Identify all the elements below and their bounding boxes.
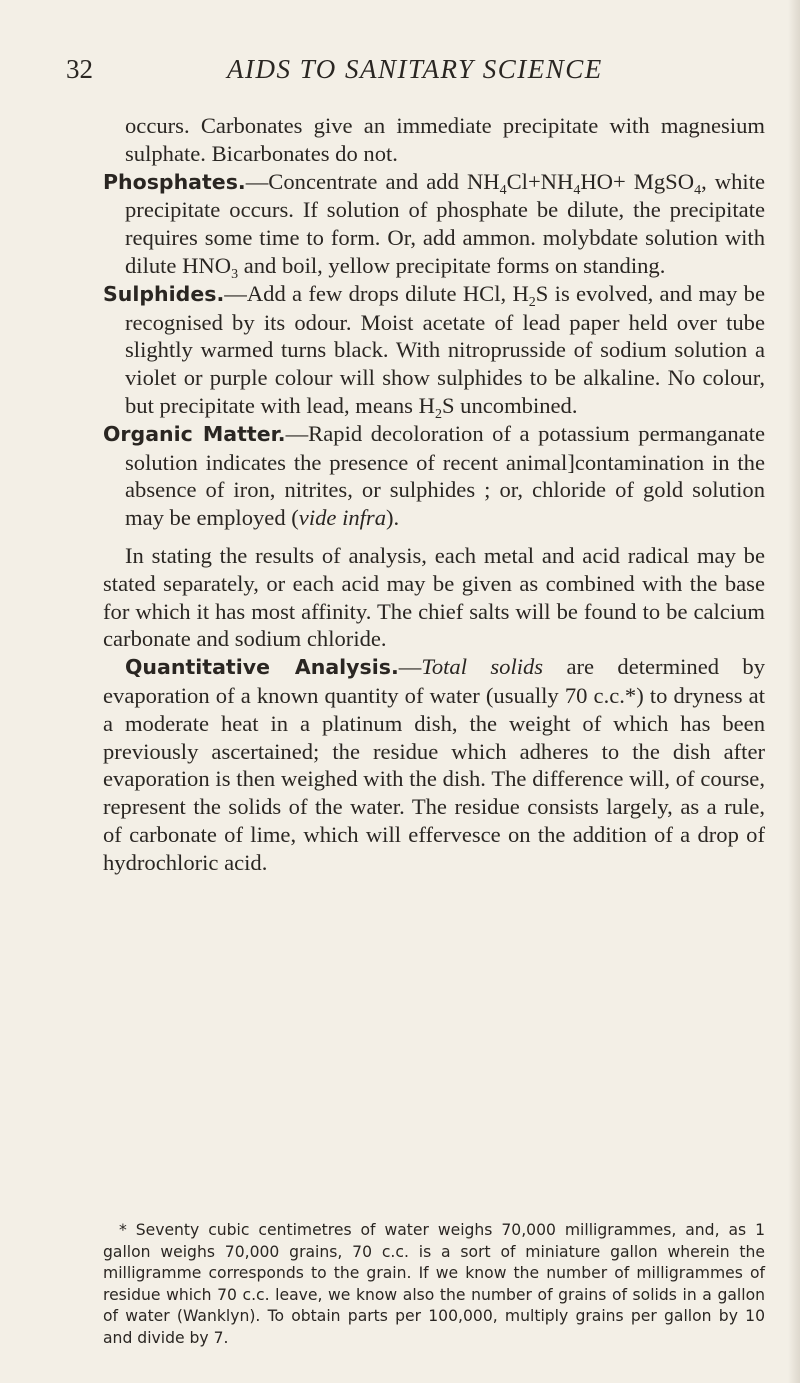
print-mark: ] [567, 449, 575, 475]
total-solids: Total solids [421, 654, 544, 680]
paragraph-sulphides: Sulphides.—Add a few drops dilute HCl, $H_2S$ is evolved, and may be recognised by its odour. Moist acetate of lead paper held over tube slightly warmed turns black. With nitroprusside of sodium solution a violet or purple colour will show sulphides to be alkaline. No colour, but precipitate with lead, means $H_2S$ uncombined. [103, 280, 765, 422]
paragraph-phosphates: Phosphates.—Concentrate and add $NH_4Cl+NH_4HO+$ MgSO$_4$, white precipitate occurs. If solution of phosphate be dilute, the precipitate requires some time to form. Or, add ammon. molybdate solution with dilute $HNO_3$ and boil, yellow precipitate forms on standing. [103, 168, 765, 282]
vide-infra: vide infra [298, 505, 387, 531]
page-number: 32 [66, 54, 93, 84]
organic-matter-heading: Organic Matter. [103, 421, 286, 446]
running-head [66, 54, 766, 94]
paragraph-carbonates: occurs. Carbonates give an immediate precipitate with magnesium sulphate. Bicarbonates do not. [125, 113, 765, 166]
running-title: AIDS TO SANITARY SCIENCE [227, 54, 603, 84]
paragraph-stating-results: In stating the results of analysis, each metal and acid radical may be stated separately, or each acid may be given as combined with the base for which it has most affinity. The chief salts will be found to be calcium carbonate and sodium chloride. [103, 542, 765, 652]
sulphides-heading: Sulphides. [103, 281, 225, 306]
page-edge-shadow [788, 0, 800, 1383]
footnote [103, 1220, 765, 1350]
body-text [103, 112, 765, 877]
footnote-text: * Seventy cubic centimetres of water weighs 70,000 milligrammes, and, as 1 gallon weighs 70,000 grains, 70 c.c. is a sort of miniature gallon wherein the milligramme corresponds to the grain. If we know the number of milligrammes of residue which 70 c.c. leave, we know also the number of grains of solids in a gallon of water (Wanklyn). To obtain parts per 100,000, multiply grains per gallon by 10 and divide by 7. [103, 1221, 765, 1347]
paragraph-quantitative-analysis: Quantitative Analysis.—Total solids are determined by evaporation of a known quantity of water (usually 70 c.c.*) to dryness at a moderate heat in a platinum dish, the weight of which has been previously ascertained; the residue which adheres to the dish after evaporation is then weighed with the dish. The difference will, of course, represent the solids of the water. The residue consists largely, as a rule, of carbonate of lime, which will effervesce on the addition of a drop of hydrochloric acid. [103, 654, 766, 875]
quantitative-analysis-heading: Quantitative Analysis. [125, 655, 399, 680]
paragraph-organic-matter: Organic Matter.—Rapid decoloration of a potassium permanganate solution indicates the presence of recent animal]contamination in the absence of iron, nitrites, or sulphides ; or, chloride of gold solution may be employed (vide infra). [103, 420, 765, 531]
phosphates-heading: Phosphates. [103, 169, 246, 194]
